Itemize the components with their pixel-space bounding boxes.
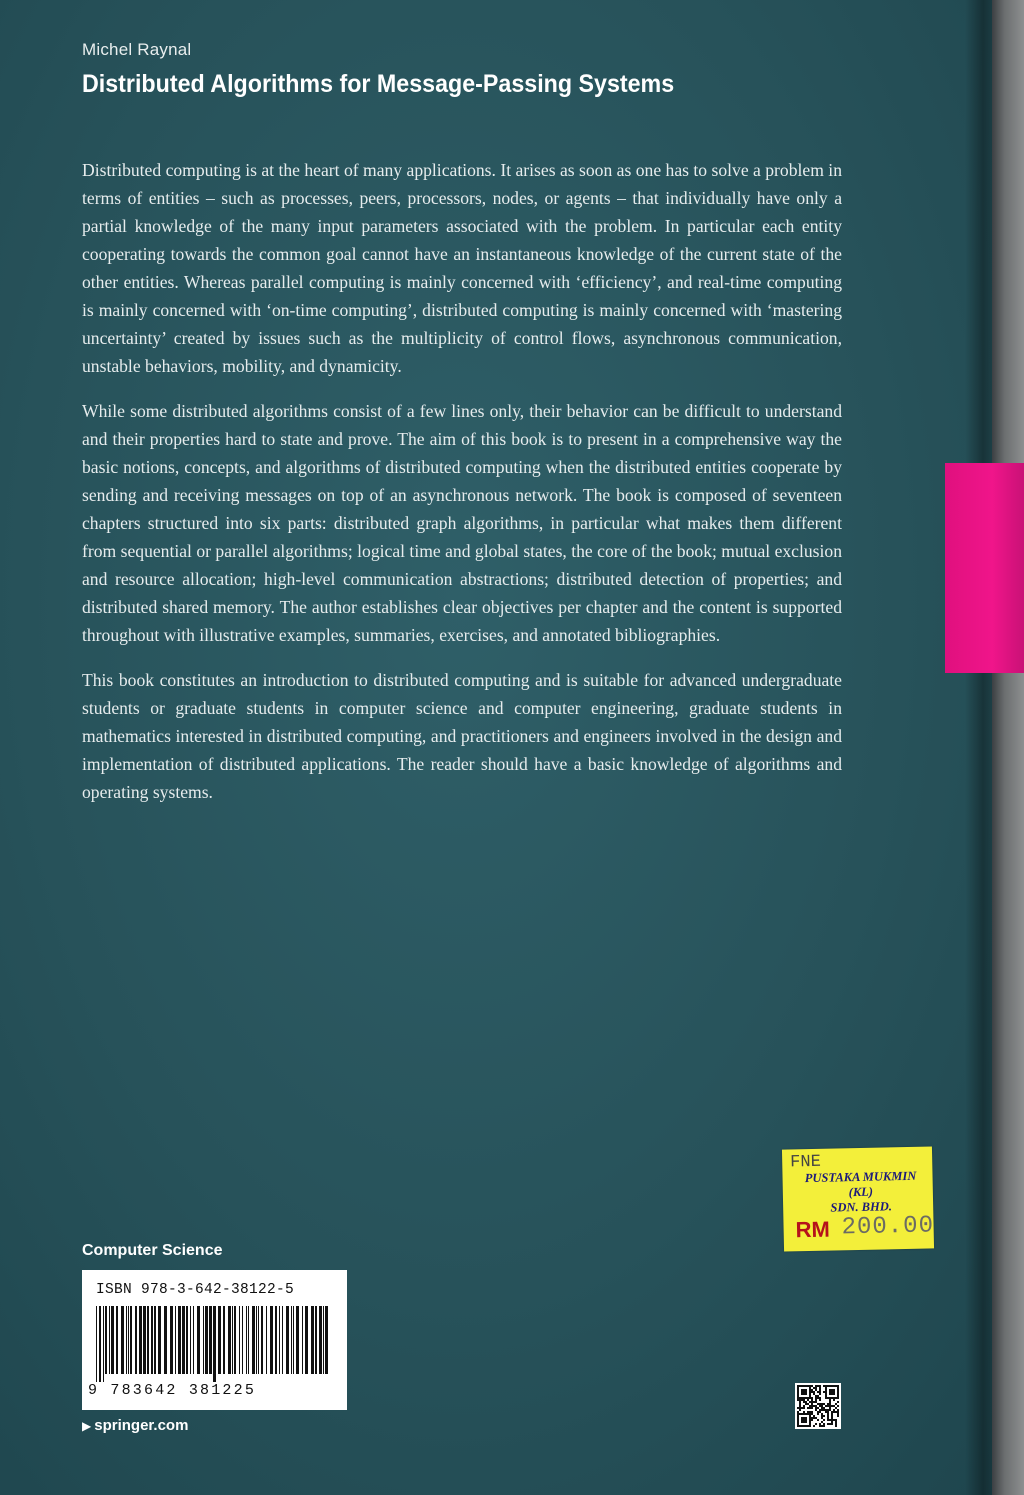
barcode-bars	[94, 1306, 335, 1382]
barcode-bar	[121, 1306, 124, 1374]
barcode-bar	[175, 1306, 176, 1374]
barcode-bar	[103, 1306, 104, 1382]
price-sticker	[782, 1146, 934, 1251]
barcode-bar	[232, 1306, 233, 1374]
barcode-bar	[154, 1306, 156, 1374]
barcode-bar	[291, 1306, 292, 1374]
barcode-bar	[234, 1306, 236, 1374]
barcode-bar	[223, 1306, 225, 1374]
barcode	[82, 1270, 347, 1410]
barcode-bar	[305, 1306, 308, 1374]
barcode-bar	[228, 1306, 231, 1374]
barcode-bar	[186, 1306, 188, 1374]
barcode-bar	[261, 1306, 263, 1374]
barcode-bar	[109, 1306, 110, 1374]
barcode-bar	[116, 1306, 118, 1374]
spine-shadow	[965, 0, 995, 1495]
sticker-currency: RM	[795, 1216, 831, 1243]
website-label: springer.com	[94, 1417, 189, 1434]
barcode-bar	[323, 1306, 324, 1374]
barcode-bar	[203, 1306, 204, 1374]
barcode-bar	[126, 1306, 127, 1374]
barcode-bar	[213, 1306, 216, 1382]
barcode-bar	[275, 1306, 277, 1374]
barcode-bar	[242, 1306, 243, 1374]
barcode-bar	[105, 1306, 107, 1374]
barcode-bar	[279, 1306, 280, 1374]
blurb-paragraph-3: This book constitutes an introduction to distributed computing and is suitable for advanced undergraduate students or graduate students in computer science and computer engineering, graduate students in mathematics interested in distributed computing, and practitioners and engineers involved in the design and implementation of distributed applications. The reader should have a basic knowledge of algorithms and operating systems.	[82, 670, 842, 802]
barcode-bar	[135, 1306, 137, 1374]
barcode-bar	[96, 1306, 97, 1382]
barcode-bar	[147, 1306, 149, 1374]
barcode-bar	[139, 1306, 142, 1374]
barcode-bar	[302, 1306, 303, 1374]
barcode-bar	[170, 1306, 173, 1374]
author-name: Michel Raynal	[82, 40, 192, 59]
qr-code-icon	[795, 1383, 841, 1429]
publisher-website[interactable]	[82, 1417, 188, 1434]
blurb-paragraph-1: Distributed computing is at the heart of many applications. It arises as soon as one has to solve a problem in terms of entities – such as processes, peers, processors, nodes, or agents – that individually have only a partial knowledge of the many input parameters associated with the problem. In particular each entity cooperating towards the common goal cannot have an instantaneous knowledge of the current state of the other entities. Whereas parallel computing is mainly concerned with ‘efficiency’, and real-time computing is mainly concerned with ‘on-time computing’, distributed computing is mainly concerned with ‘mastering uncertainty’ created by issues such as the multiplicity of control flows, asynchronous communication, unstable behaviors, mobility, and dynamicity.	[82, 160, 842, 376]
sticker-shop-line-2: SDN. BHD.	[830, 1199, 893, 1215]
barcode-bar	[164, 1306, 167, 1374]
barcode-bar	[252, 1306, 255, 1374]
barcode-bar	[319, 1306, 322, 1374]
sticker-code: FNE	[790, 1152, 822, 1173]
blurb-paragraph-2: While some distributed algorithms consist of a few lines only, their behavior can be difficult to understand and their properties hard to state and prove. The aim of this book is to present in a comprehensive way the basic notions, concepts, and algorithms of distributed computing when the distributed entities cooperate by sending and receiving messages on top of an asynchronous network. The book is composed of seventeen chapters structured into six parts: distributed graph algorithms, in particular what makes them different from sequential or parallel algorithms; logical time and global states, the core of the book; mutual exclusion and resource allocation; high-level communication abstractions; distributed detection of properties; and distributed shared memory. The author establishes clear objectives per chapter and the content is supported throughout with illustrative examples, summaries, exercises, and annotated bibliographies.	[82, 401, 842, 645]
barcode-bar	[248, 1306, 249, 1374]
barcode-bar	[190, 1306, 191, 1374]
barcode-bar	[128, 1306, 129, 1374]
barcode-bar	[99, 1306, 101, 1382]
barcode-bar	[311, 1306, 314, 1374]
barcode-bar	[246, 1306, 247, 1374]
book-title: Distributed Algorithms for Message-Passing Systems	[82, 70, 675, 98]
accent-band	[945, 463, 1024, 673]
barcode-bar	[258, 1306, 259, 1374]
barcode-bar	[270, 1306, 273, 1374]
barcode-bar	[296, 1306, 299, 1374]
barcode-bar	[193, 1306, 194, 1374]
category-label: Computer Science	[82, 1242, 223, 1259]
barcode-bar	[205, 1306, 208, 1374]
blurb	[82, 156, 842, 823]
sticker-shop-name	[792, 1169, 929, 1217]
barcode-bar	[158, 1306, 161, 1374]
barcode-bar	[315, 1306, 317, 1374]
barcode-bar	[239, 1306, 240, 1374]
isbn-label: ISBN 978-3-642-38122-5	[96, 1282, 295, 1298]
barcode-bar	[266, 1306, 267, 1374]
sticker-shop-line-1: PUSTAKA MUKMIN (KL)	[804, 1168, 917, 1200]
barcode-bar	[130, 1306, 132, 1374]
barcode-bar	[197, 1306, 200, 1374]
sticker-price: 200.00	[841, 1212, 935, 1242]
barcode-bar	[151, 1306, 153, 1374]
barcode-bar	[182, 1306, 185, 1374]
barcode-bar	[143, 1306, 146, 1374]
barcode-bar	[209, 1306, 212, 1374]
barcode-bar	[286, 1306, 289, 1374]
barcode-bar	[111, 1306, 114, 1374]
barcode-bar	[178, 1306, 181, 1374]
barcode-digits: 9 783642 381225	[88, 1382, 257, 1399]
barcode-bar	[218, 1306, 221, 1374]
barcode-bar	[282, 1306, 283, 1374]
play-arrow-icon: ▶	[82, 1419, 92, 1433]
barcode-bar	[293, 1306, 294, 1374]
spine-edge	[992, 0, 1024, 1495]
barcode-bar	[325, 1306, 328, 1374]
barcode-bar	[256, 1306, 257, 1374]
